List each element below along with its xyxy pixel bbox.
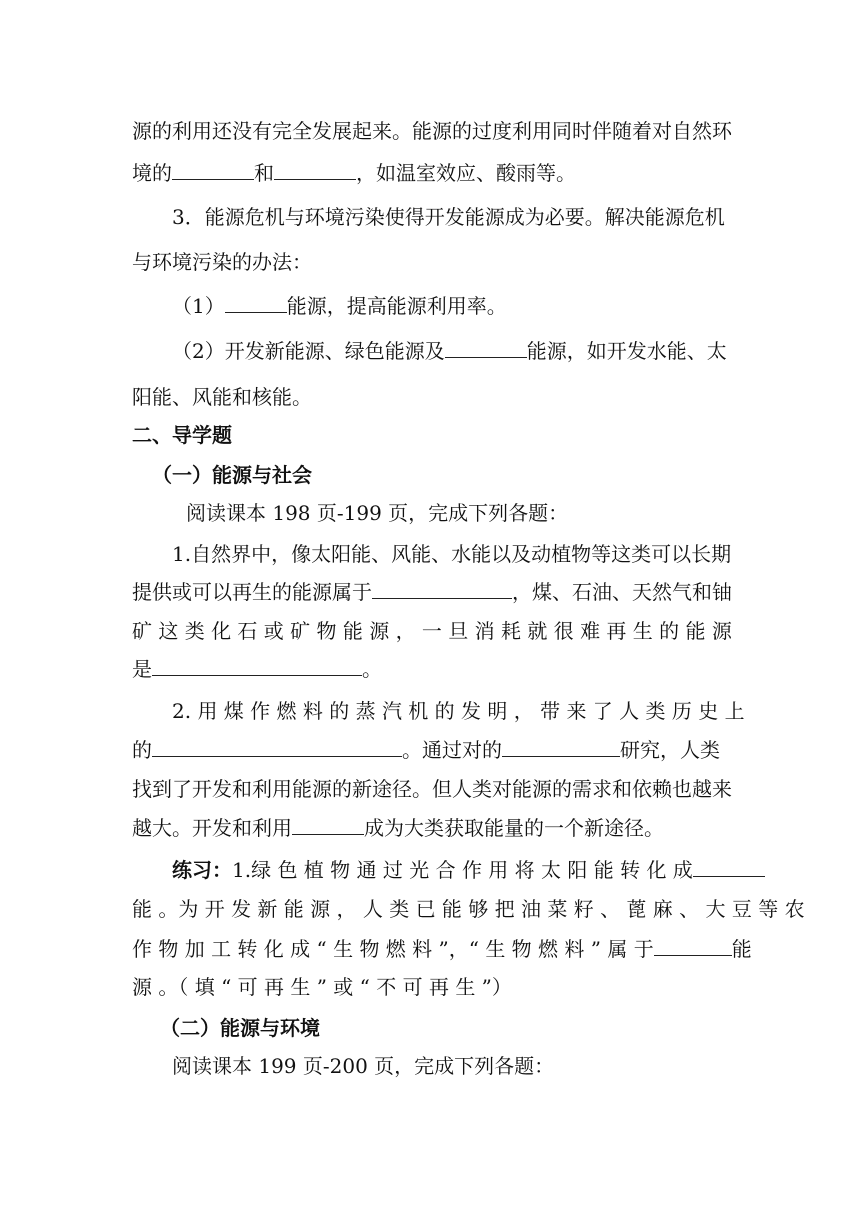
- fill-blank: [274, 159, 356, 180]
- fill-blank: [225, 292, 287, 313]
- text: 源 。（ 填 “ 可 再 生 ” 或 “ 不 可 再 生 ”）: [132, 975, 512, 999]
- text: 能: [731, 937, 752, 961]
- text-line: [132, 935, 752, 963]
- text-line: [132, 383, 312, 411]
- text-line: [172, 203, 725, 231]
- text-line: [186, 499, 568, 527]
- heading-text: 二、导学题: [132, 423, 232, 447]
- fill-blank: [152, 655, 362, 676]
- fill-blank: [693, 856, 765, 877]
- text-line: [172, 292, 507, 320]
- text-line: [172, 856, 765, 884]
- fill-blank: [172, 159, 254, 180]
- fill-blank: [445, 337, 527, 358]
- text-line: [172, 540, 731, 568]
- text-line: [132, 248, 312, 276]
- text: （2）开发新能源、绿色能源及: [172, 339, 445, 363]
- text: 。通过对的: [402, 738, 502, 762]
- subsection-heading: [152, 461, 312, 489]
- fill-blank: [372, 578, 512, 599]
- heading-text: （二）能源与环境: [160, 1016, 320, 1040]
- text: 矿 这 类 化 石 或 矿 物 能 源 ， 一 旦 消 耗 就 很 难 再 生 的 能 源: [132, 619, 732, 643]
- text: 阅读课本 198 页-199 页，完成下列各题：: [186, 501, 569, 525]
- text: 与环境污染的办法：: [132, 250, 312, 274]
- text: 成为大类获取能量的一个新途径。: [364, 816, 664, 840]
- text: 阅读课本 199 页-200 页，完成下列各题：: [172, 1054, 555, 1078]
- text: 3．能源危机与环境污染使得开发能源成为必要。解决能源危机: [172, 205, 725, 229]
- text: 是: [132, 657, 152, 681]
- text: 作 物 加 工 转 化 成 “ 生 物 燃 料 ”，“ 生 物 燃 料 ” 属 于: [132, 937, 654, 961]
- text-line: [132, 895, 805, 923]
- text: 境的: [132, 161, 172, 185]
- subsection-heading: [160, 1014, 320, 1042]
- text-line: [172, 337, 727, 365]
- text-line: [132, 814, 664, 842]
- text-line: [132, 117, 732, 145]
- text: 越大。开发和利用: [132, 816, 292, 840]
- exercise-label: 练习：: [172, 858, 232, 882]
- text-line: [132, 617, 732, 645]
- text: 1.绿 色 植 物 通 过 光 合 作 用 将 太 阳 能 转 化 成: [232, 858, 693, 882]
- text: 能源，提高能源利用率。: [286, 294, 507, 318]
- section-heading: [132, 421, 232, 449]
- text-line: [132, 775, 732, 803]
- text: 源的利用还没有完全发展起来。能源的过度利用同时伴随着对自然环: [132, 119, 732, 143]
- text: 1.自然界中，像太阳能、风能、水能以及动植物等这类可以长期: [172, 542, 732, 566]
- text: ，如温室效应、酸雨等。: [356, 161, 576, 185]
- heading-text: （一）能源与社会: [152, 463, 312, 487]
- text-line: [132, 578, 732, 606]
- text-line: [132, 736, 720, 764]
- text-line: [172, 697, 745, 725]
- text-line: [132, 973, 512, 1001]
- text: 的: [132, 738, 152, 762]
- text: 能源，如开发水能、太: [526, 339, 727, 363]
- text: 2. 用 煤 作 燃 料 的 蒸 汽 机 的 发 明 ， 带 来 了 人 类 历 史 上: [172, 699, 745, 723]
- text: 阳能、风能和核能。: [132, 385, 312, 409]
- text: （1）: [172, 294, 225, 318]
- text: 提供或可以再生的能源属于: [132, 580, 372, 604]
- fill-blank: [292, 814, 364, 835]
- fill-blank: [502, 736, 620, 757]
- fill-blank: [152, 736, 402, 757]
- text: 。: [362, 657, 382, 681]
- text: 能 。为 开 发 新 能 源 ， 人 类 已 能 够 把 油 菜 籽 、 蓖 麻 、 大 豆 等 农: [132, 897, 805, 921]
- text: 找到了开发和利用能源的新途径。但人类对能源的需求和依赖也越来: [132, 777, 732, 801]
- text: ，煤、石油、天然气和铀: [512, 580, 732, 604]
- fill-blank: [654, 935, 732, 956]
- text-line: [132, 655, 382, 683]
- text-line: [132, 159, 576, 187]
- text: 和: [254, 161, 274, 185]
- text: 研究，人类: [620, 738, 720, 762]
- text-line: [172, 1052, 554, 1080]
